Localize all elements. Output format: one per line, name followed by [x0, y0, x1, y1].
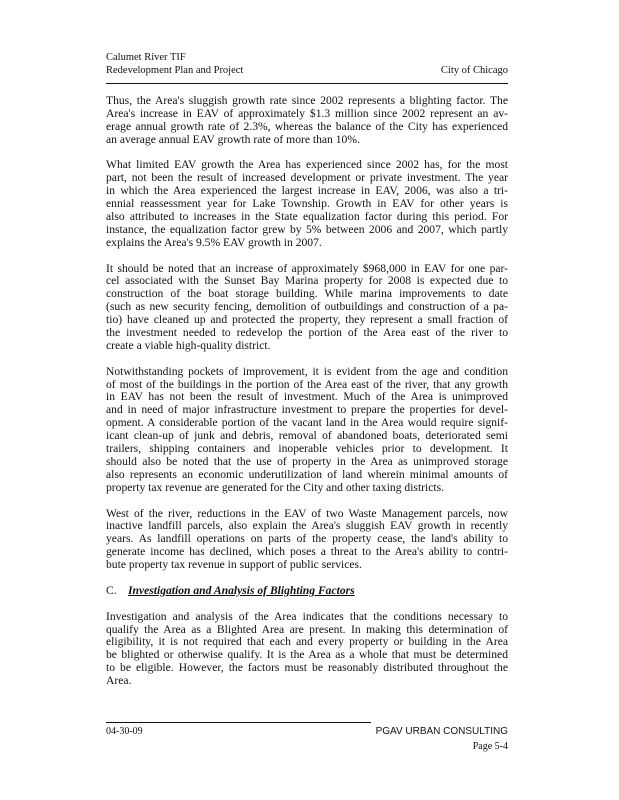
text-line: also attributed to increases in the State equalization factor during this period. For: [106, 210, 508, 224]
text-line: West of the river, reductions in the EAV of two Waste Management parcels, now: [106, 506, 508, 520]
text-line: of most of the buildings in the portion of the Area east of the river, that any growth: [106, 377, 508, 391]
header-city: City of Chicago: [440, 65, 508, 76]
text-line: the investment needed to redevelop the portion of the Area east of the river to: [106, 326, 508, 340]
document-body: [106, 95, 508, 701]
text-line: Investigation and analysis of the Area indicates that the conditions necessary to: [106, 609, 508, 623]
header-rule: [106, 83, 508, 84]
section-heading: [106, 585, 508, 598]
text-line: Area's increase in EAV of approximately $1.3 million since 2002 represent an av-: [106, 106, 508, 120]
text-line: icant clean-up of junk and debris, removal of abandoned boats, deteriorated semi: [106, 429, 508, 443]
paragraph: [106, 263, 508, 353]
text-line: construction of the boat storage building. While marina improvements to date: [106, 287, 508, 301]
text-line: create a viable high-quality district.: [106, 338, 271, 352]
paragraph: [106, 611, 508, 688]
text-line: eligibility, it is not required that each and every property or building in the Area: [106, 635, 508, 649]
text-line: in EAV has not been the result of investment. Much of the Area is unimproved: [106, 390, 508, 404]
footer-rule: [106, 722, 371, 723]
paragraph: [106, 95, 508, 147]
text-line: years. As landfill operations on parts of the property cease, the land's ability to: [106, 532, 508, 546]
text-line: to be eligible. However, the factors must be reasonably distributed throughout the: [106, 661, 508, 675]
footer-date: 04-30-09: [106, 726, 143, 737]
header-plan: Redevelopment Plan and Project: [106, 65, 244, 76]
footer-firm: PGAV URBAN CONSULTING: [375, 726, 508, 737]
text-line: part, not been the result of increased development or private investment. The year: [106, 171, 508, 185]
text-line: property tax revenue are generated for the City and other taxing districts.: [106, 480, 445, 494]
text-line: erage annual growth rate of 2.3%, whereas the balance of the City has experienced: [106, 119, 508, 133]
text-line: and in need of major infrastructure investment to prepare the properties for devel-: [106, 403, 508, 417]
text-line: ennial reassessment year for Lake Township. Growth in EAV for other years is: [106, 197, 508, 211]
paragraph: [106, 159, 508, 249]
text-line: should also be noted that the use of property in the Area as unimproved storage: [106, 454, 508, 468]
text-line: cel associated with the Sunset Bay Marina property for 2008 is expected due to: [106, 274, 508, 288]
text-line: Thus, the Area's sluggish growth rate since 2002 represents a blighting factor. The: [106, 94, 508, 107]
text-line: explains the Area's 9.5% EAV growth in 2007.: [106, 235, 322, 249]
text-line: in which the Area experienced the largest increase in EAV, 2006, was also a tri-: [106, 184, 508, 198]
text-line: instance, the equalization factor grew by 5% between 2006 and 2007, which partly: [106, 222, 508, 236]
text-line: also represents an economic underutilization of land wherein minimal amounts of: [106, 467, 508, 481]
paragraph: [106, 366, 508, 495]
text-line: It should be noted that an increase of approximately $968,000 in EAV for one par-: [106, 261, 508, 275]
text-line: What limited EAV growth the Area has experienced since 2002 has, for the most: [106, 158, 508, 172]
text-line: Notwithstanding pockets of improvement, it is evident from the age and condition: [106, 364, 508, 378]
text-line: opment. A considerable portion of the vacant land in the Area would require signif-: [106, 416, 508, 430]
paragraph: [106, 508, 508, 572]
text-line: be blighted or otherwise qualify. It is the Area as a whole that must be determined: [106, 648, 508, 662]
text-line: qualify the Area as a Blighted Area are present. In making this determination of: [106, 622, 508, 636]
text-line: an average annual EAV growth rate of more than 10%.: [106, 132, 360, 146]
section-paragraph: [106, 611, 508, 688]
text-line: generate income has declined, which poses a threat to the Area's ability to contri-: [106, 545, 508, 559]
text-line: tio) have cleaned up and protected the property, they represent a small fraction of: [106, 313, 508, 327]
footer-page-number: Page 5-4: [472, 741, 508, 752]
text-line: trailers, shipping containers and inoperable vehicles prior to development. It: [106, 442, 508, 456]
text-line: (such as new security fencing, demolition of outbuildings and construction of a pa-: [106, 300, 508, 314]
header-project: Calumet River TIF: [106, 52, 186, 63]
text-line: Area.: [106, 674, 132, 688]
text-line: inactive landfill parcels, also explain the Area's sluggish EAV growth in recently: [106, 519, 508, 533]
text-line: bute property tax revenue in support of public services.: [106, 558, 362, 572]
section-number: C.: [106, 583, 117, 597]
paragraphs: [106, 95, 508, 572]
section-title: Investigation and Analysis of Blighting Factors: [128, 583, 355, 597]
